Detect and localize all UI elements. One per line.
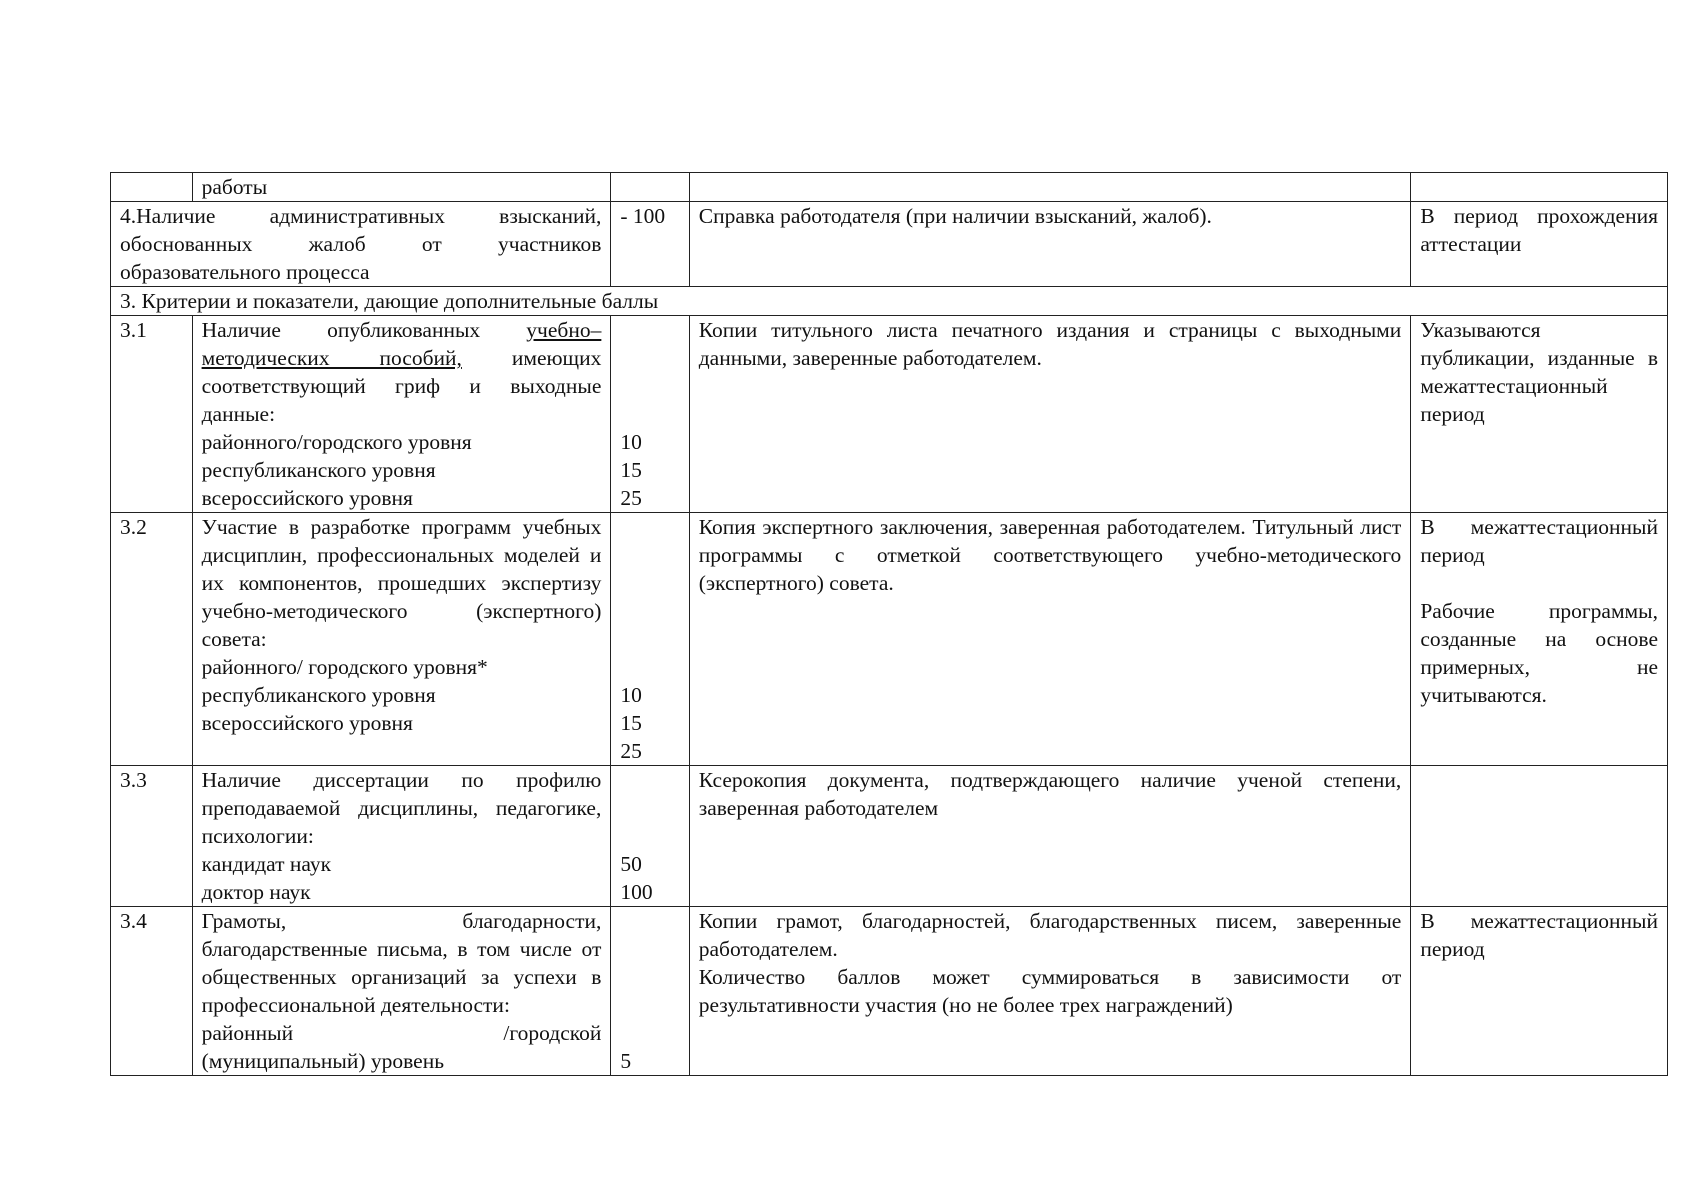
note-text-2: Рабочие программы, созданные на основе примерных, не учитываются. <box>1420 599 1658 707</box>
row-number: 3.3 <box>111 766 193 907</box>
evidence-3-1: Копии титульного листа печатного издания и страницы с выходными данными, заверенные работодателем. <box>689 316 1411 513</box>
points-value: 10 <box>620 430 642 454</box>
criterion-text: Наличие опубликованных учебно–методических пособий, имеющих соответствующий гриф и выходные данные: <box>201 318 602 426</box>
criterion-text: Наличие диссертации по профилю преподаваемой дисциплины, педагогике, психологии: <box>201 768 602 848</box>
level-item: (муниципальный) уровень <box>201 1049 445 1073</box>
points-value: 25 <box>620 739 642 763</box>
criterion-3-2 <box>192 513 611 766</box>
table-row-3-1 <box>111 316 1668 513</box>
level-item: республиканского уровня <box>201 683 436 707</box>
evidence-3-2: Копия экспертного заключения, заверенная работодателем. Титульный лист программы с отметкой соответствующего учебно-методического (экспертного) совета. <box>689 513 1411 766</box>
criterion-3-1 <box>192 316 611 513</box>
note-text: В межаттестационный период <box>1420 515 1658 567</box>
section-3-header: 3. Критерии и показатели, дающие дополнительные баллы <box>111 287 1668 316</box>
points-3-4 <box>611 907 689 1076</box>
note-4: В период прохождения аттестации <box>1411 202 1668 287</box>
note-3-1: Указываются публикации, изданные в межаттестационный период <box>1411 316 1668 513</box>
criterion-4: 4.Наличие административных взысканий, обоснованных жалоб от участников образовательного процесса <box>111 202 611 287</box>
criterion-continuation: работы <box>192 173 611 202</box>
row-number: 3.4 <box>111 907 193 1076</box>
evidence-text-2: Количество баллов может суммироваться в зависимости от результативности участия (но не более трех награждений) <box>698 965 1402 1017</box>
level-item: районного/городского уровня <box>201 430 472 454</box>
note-3-4: В межаттестационный период <box>1411 907 1668 1076</box>
table-row-3-4 <box>111 907 1668 1076</box>
note-3-3 <box>1411 766 1668 907</box>
criterion-3-3 <box>192 766 611 907</box>
points-value: 5 <box>620 1049 632 1073</box>
cell-empty <box>689 173 1411 202</box>
points-value: 10 <box>620 683 642 707</box>
level-item: доктор наук <box>201 880 311 904</box>
level-item: республиканского уровня <box>201 458 436 482</box>
row-number: 3.2 <box>111 513 193 766</box>
level-item: районный /городской <box>201 1021 602 1045</box>
points-value: 25 <box>620 486 642 510</box>
criterion-text: Грамоты, благодарности, благодарственные письма, в том числе от общественных организаций за успехи в профессиональной деятельности: <box>201 909 602 1017</box>
table-row-4 <box>111 202 1668 287</box>
evidence-3-4 <box>689 907 1411 1076</box>
table-row-3-2 <box>111 513 1668 766</box>
points-3-1 <box>611 316 689 513</box>
points-value: 100 <box>620 880 653 904</box>
evidence-3-3: Ксерокопия документа, подтверждающего наличие ученой степени, заверенная работодателем <box>689 766 1411 907</box>
section-header-row <box>111 287 1668 316</box>
criteria-table <box>110 172 1668 1076</box>
level-item: кандидат наук <box>201 852 332 876</box>
row-number: 3.1 <box>111 316 193 513</box>
cell-empty <box>1411 173 1668 202</box>
criterion-3-4 <box>192 907 611 1076</box>
points-value: 15 <box>620 711 642 735</box>
points-4: - 100 <box>611 202 689 287</box>
level-item: районного/ городского уровня* <box>201 655 488 679</box>
table-row-continuation <box>111 173 1668 202</box>
level-item: всероссийского уровня <box>201 711 413 735</box>
evidence-4: Справка работодателя (при наличии взысканий, жалоб). <box>689 202 1411 287</box>
cell-empty <box>111 173 193 202</box>
points-value: 15 <box>620 458 642 482</box>
points-3-2 <box>611 513 689 766</box>
evidence-text: Копии грамот, благодарностей, благодарственных писем, заверенные работодателем. <box>698 909 1402 961</box>
note-3-2 <box>1411 513 1668 766</box>
criterion-text: Участие в разработке программ учебных дисциплин, профессиональных моделей и их компонентов, прошедших экспертизу учебно-методического (экспертного) совета: <box>201 515 602 651</box>
points-value: 50 <box>620 852 642 876</box>
table-row-3-3 <box>111 766 1668 907</box>
criteria-document <box>110 172 1668 1076</box>
cell-empty <box>611 173 689 202</box>
level-item: всероссийского уровня <box>201 486 413 510</box>
points-3-3 <box>611 766 689 907</box>
underlined-term: учебно–методических пособий, <box>201 318 602 370</box>
